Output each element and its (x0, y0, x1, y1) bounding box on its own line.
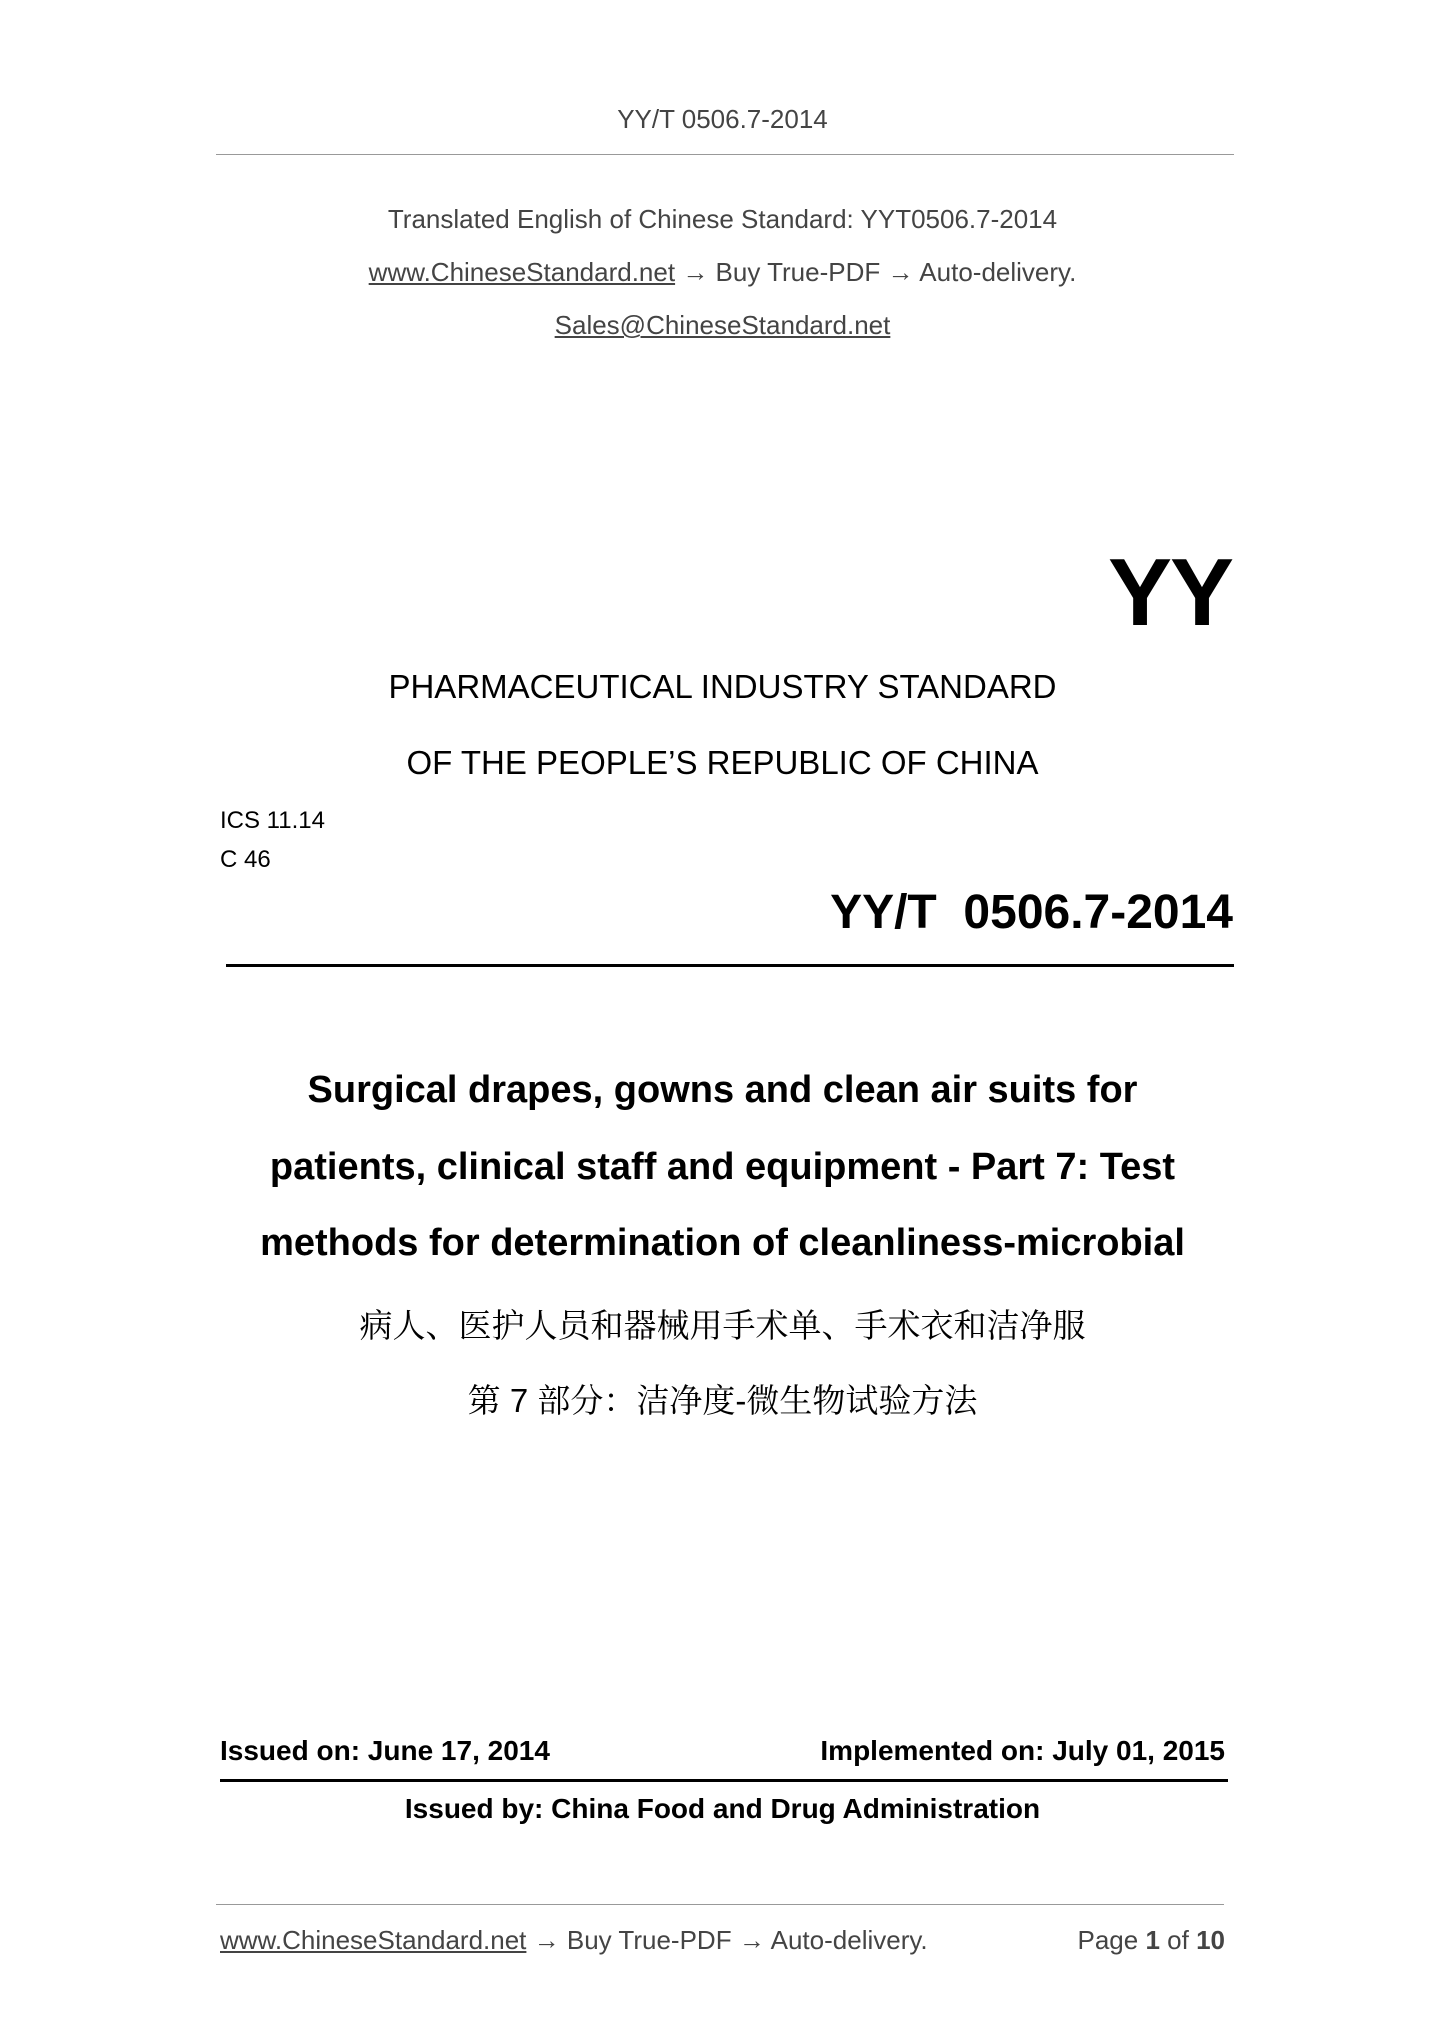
title-zh-line-1: 病人、医护人员和器械用手术单、手术衣和洁净服 (359, 1307, 1086, 1344)
dates-rule (220, 1779, 1228, 1782)
arrow-right-icon: → (682, 257, 709, 287)
buy-true-pdf-text: Buy True-PDF (715, 257, 881, 287)
ics-code: ICS 11.14 (220, 807, 325, 834)
of-word: of (1167, 1925, 1189, 1955)
standard-number-rule (226, 964, 1234, 967)
ccs-code: C 46 (220, 846, 271, 873)
email-link[interactable]: Sales@ChineseStandard.net (554, 310, 891, 340)
header-divider (216, 154, 1234, 155)
footer-buy-text: Buy True-PDF (566, 1925, 732, 1955)
website-link[interactable]: www.ChineseStandard.net (368, 257, 676, 287)
footer-delivery-text: Auto-delivery. (770, 1925, 928, 1955)
page-total: 10 (1196, 1925, 1225, 1955)
email-line (0, 310, 1445, 341)
arrow-right-icon: → (738, 1925, 765, 1955)
title-en-line-3: methods for determination of cleanliness-microbial (260, 1222, 1185, 1264)
org-line-2: OF THE PEOPLE’S REPUBLIC OF CHINA (406, 744, 1039, 781)
arrow-right-icon: → (887, 257, 914, 287)
issued-by: Issued by: China Food and Drug Administration (404, 1793, 1041, 1824)
promo-line: Translated English of Chinese Standard: YYT0506.7-2014 (387, 204, 1058, 234)
footer-divider (216, 1904, 1224, 1905)
running-header: YY/T 0506.7-2014 (617, 104, 828, 134)
page-current: 1 (1145, 1925, 1160, 1955)
footer-links (220, 1925, 928, 1956)
page-indicator (1077, 1925, 1225, 1956)
title-en-line-2: patients, clinical staff and equipment - Part 7: Test (269, 1146, 1176, 1188)
implemented-on: Implemented on: July 01, 2015 (820, 1735, 1225, 1766)
promo-links-line (0, 257, 1445, 288)
title-zh-line-2: 第 7 部分：洁净度-微生物试验方法 (467, 1382, 978, 1419)
standard-number: YY/T 0506.7-2014 (830, 886, 1233, 939)
page-word: Page (1077, 1925, 1139, 1955)
org-line-1: PHARMACEUTICAL INDUSTRY STANDARD (388, 668, 1057, 705)
arrow-right-icon: → (533, 1925, 560, 1955)
title-en-line-1: Surgical drapes, gowns and clean air suits for (307, 1069, 1138, 1111)
footer-website-link[interactable]: www.ChineseStandard.net (220, 1925, 527, 1955)
auto-delivery-text: Auto-delivery. (919, 257, 1077, 287)
issued-on: Issued on: June 17, 2014 (220, 1735, 550, 1766)
standard-logo: YY (1107, 539, 1232, 646)
